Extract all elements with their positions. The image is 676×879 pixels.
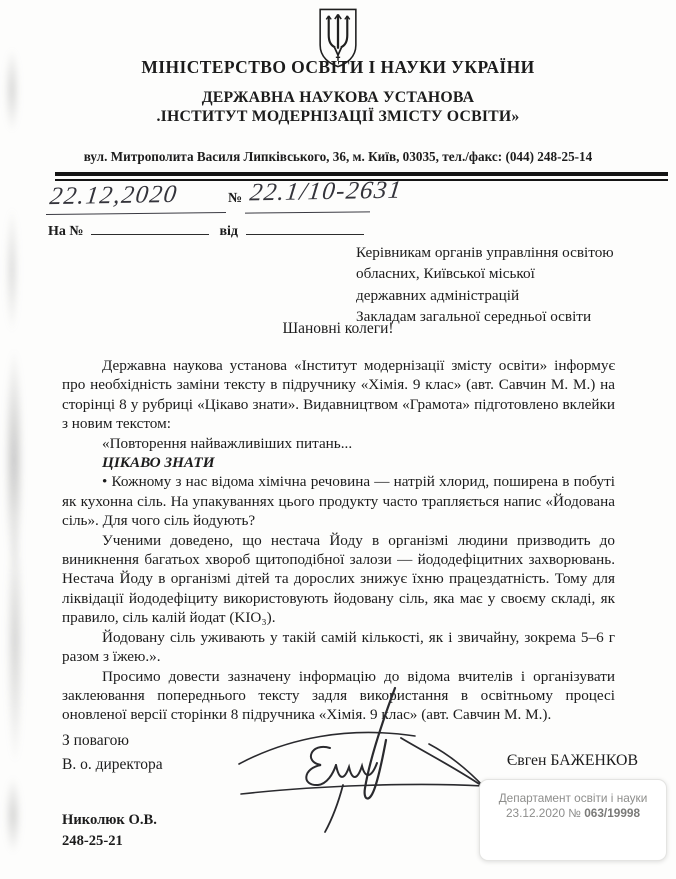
body-paragraph-dosage: Йодовану сіль уживають у такій самій кількості, як і звичайну, зокрема 5–6 г разом з їжею.». [62, 628, 615, 666]
scan-smudge [0, 760, 28, 879]
signoff-block [62, 729, 163, 777]
handwritten-outgoing-date: 22.12,2020 [48, 180, 180, 211]
body-paragraph-quote-title: «Повторення найважливіших питань... [102, 434, 353, 452]
stamp-department: Департамент освіти і науки [498, 791, 648, 805]
scan-smudge [0, 170, 26, 370]
director-name: Євген БАЖЕНКОВ [506, 752, 638, 769]
executor-name: Николюк О.В. [62, 812, 157, 828]
recipients-block [356, 242, 656, 328]
stamp-registration-line [480, 806, 666, 821]
organization-name-line2: .ІНСТИТУТ МОДЕРНІЗАЦІЇ ЗМІСТУ ОСВІТИ» [156, 108, 520, 125]
body-paragraph-rubric-title: ЦІКАВО ЗНАТИ [102, 454, 215, 472]
handwritten-outgoing-number: 22.1/10-2631 [248, 176, 404, 207]
recipient-line: обласних, Київської міської [356, 265, 535, 283]
scan-smudge [0, 340, 30, 760]
ministry-title: МІНІСТЕРСТВО ОСВІТИ І НАУКИ УКРАЇНИ [141, 57, 535, 77]
reply-date-blank [246, 220, 364, 235]
recipient-line: Керівникам органів управління освітою [356, 244, 614, 261]
body-paragraph-request: Просимо довести зазначену інформацію до відома вчителів і організувати заклеювання попереднього тексту задля використання в освітньому процесі оновленої версії сторінки 8 підручника «Хімія. 9 клас» (авт. Савчин М. М.). [62, 667, 615, 724]
executor-contact-block [62, 810, 157, 852]
organization-address: вул. Митрополита Василя Липківського, 36, м. Київ, 03035, тел./факс: (044) 248-25-14 [83, 149, 593, 164]
registration-stamp [479, 779, 667, 861]
stamp-date: 23.12.2020 № [505, 806, 581, 820]
reply-number-blank [91, 220, 209, 235]
body-paragraph-intro: Державна наукова установа «Інститут модернізації змісту освіти» інформує про необхідність заміни тексту в підручнику «Хімія. 9 клас» (авт. Савчин М. М.) на сторінці 8 у рубриці «Цікаво знати». Видавництвом «Грамота» підготовлено вклейки з новим текстом: [62, 357, 615, 433]
body-paragraph-bullet: • Кожному з нас відома хімічна речовина — натрій хлорид, поширена в побуті як кухонна сіль. На упакуваннях цього продукту часто трапляється напис «Йодована сіль». Для чого сіль йодують? [62, 473, 615, 530]
letter-body [62, 356, 615, 725]
signoff-regards: З повагою [62, 732, 129, 749]
body-paragraph-iodine: Ученими доведено, що нестача Йоду в організмі людини призводить до виникнення багатьох хвороб щитоподібної залози — йододефіцитних захворювань. Нестача Йоду в організмі дітей та дорослих знижує їхню працездатність. Тому для ліквідації йододефіциту використовують йодовану сіль, яка має у своєму складі, як правило, сіль калій йодат (KIO₃). [62, 531, 615, 627]
handwritten-signature [233, 686, 501, 836]
recipient-line: Закладам загальної середньої освіти [356, 308, 592, 326]
signoff-position: В. о. директора [62, 756, 163, 773]
date-underline [46, 212, 226, 215]
reply-reference-row [48, 220, 364, 240]
vid-label: від [219, 224, 239, 239]
salutation: Шановні колеги! [282, 320, 394, 337]
na-no-label: На № [48, 224, 84, 239]
number-sign: № [228, 191, 243, 206]
organization-name-line1: ДЕРЖАВНА НАУКОВА УСТАНОВА [201, 89, 475, 106]
number-underline [245, 211, 370, 213]
stamp-number: 063/19998 [584, 806, 641, 820]
recipient-line: державних адміністрацій [356, 286, 520, 304]
executor-phone: 248-25-21 [62, 833, 123, 849]
